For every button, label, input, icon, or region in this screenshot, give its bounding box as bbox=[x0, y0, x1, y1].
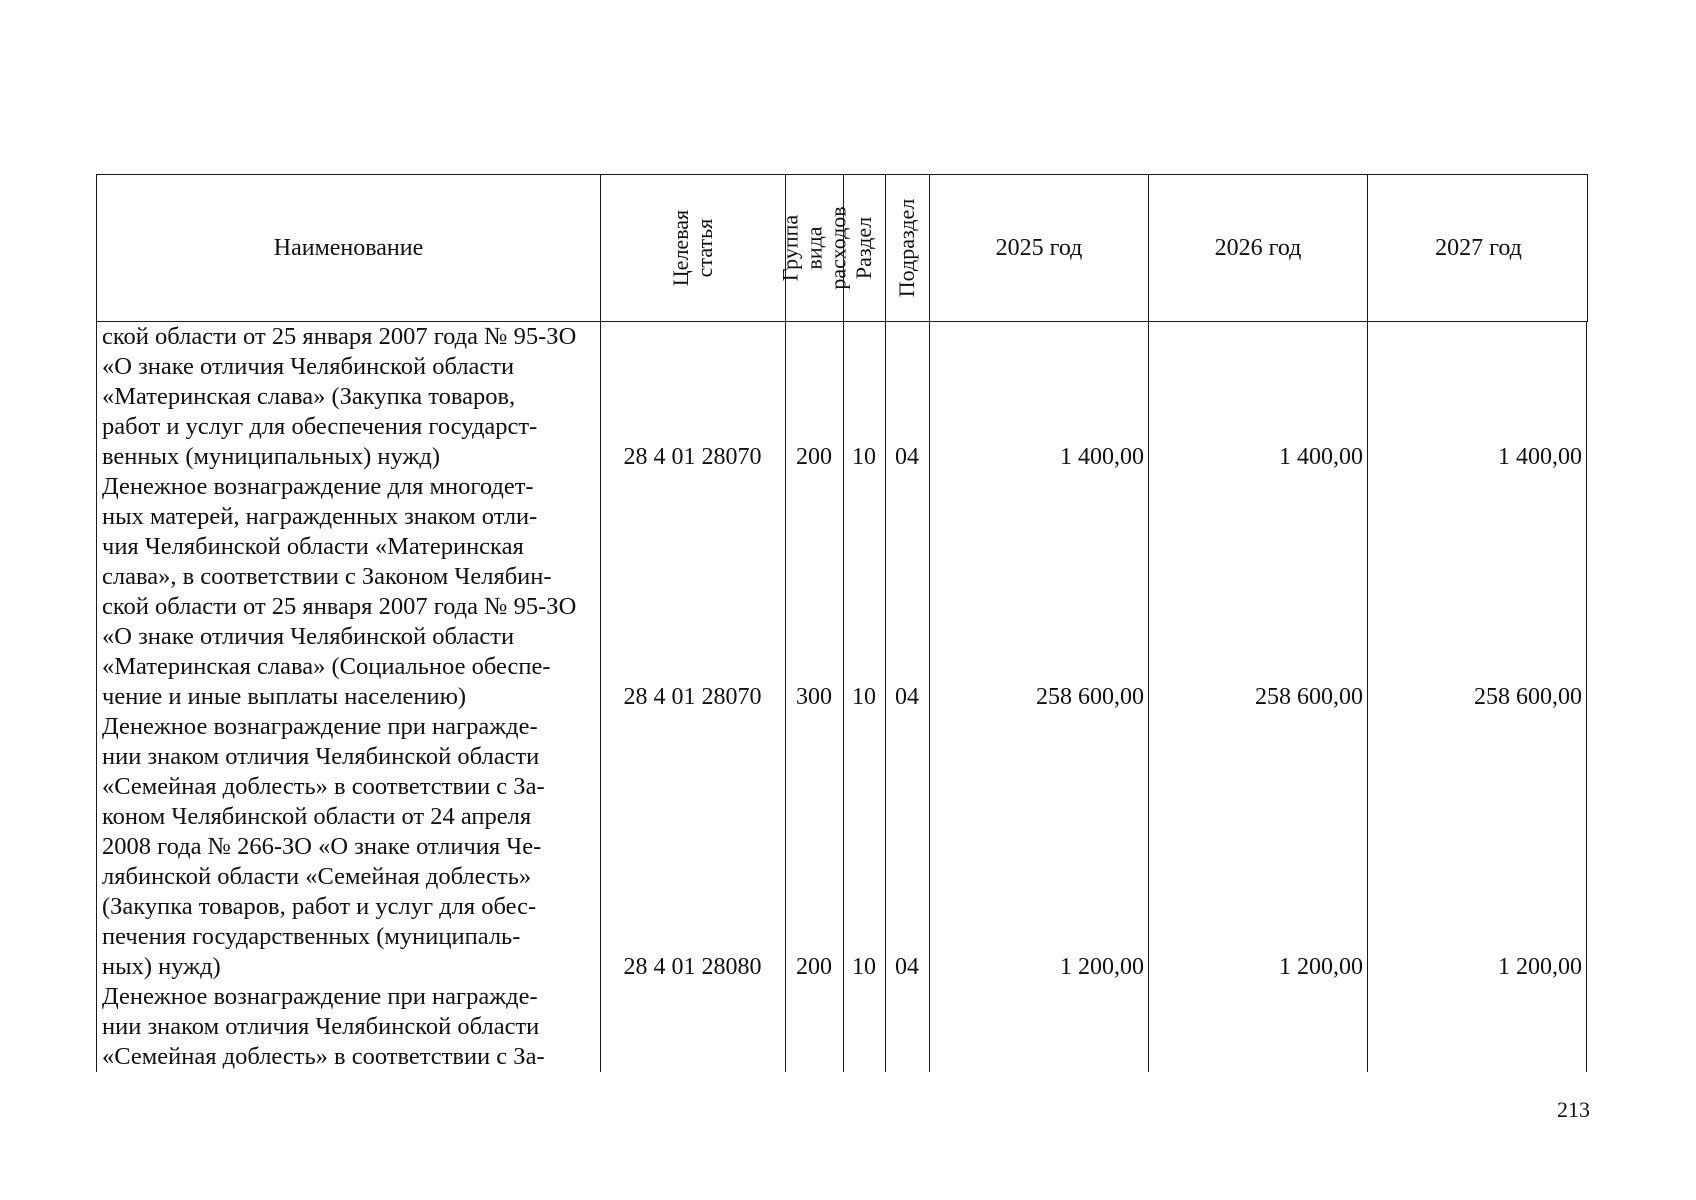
header-name-label: Наименование bbox=[273, 234, 424, 261]
header-name bbox=[97, 175, 601, 321]
amount-2027: 258 600,00 bbox=[1474, 684, 1582, 710]
name-line: ных матерей, награжденных знаком отли- bbox=[102, 503, 538, 530]
name-line: (Закупка товаров, работ и услуг для обес- bbox=[102, 893, 537, 920]
name-line: нии знаком отличия Челябинской области bbox=[102, 743, 540, 770]
amount-2026: 1 200,00 bbox=[1279, 954, 1363, 980]
name-line: венных (муниципальных) нужд) bbox=[102, 443, 441, 470]
header-expense-group-label: Группа вида расходов bbox=[777, 206, 851, 290]
amount-2027: 1 200,00 bbox=[1498, 954, 1582, 980]
section-value: 10 bbox=[852, 954, 876, 980]
expense-group-value: 300 bbox=[796, 684, 832, 710]
target-article-value: 28 4 01 28080 bbox=[623, 954, 762, 980]
header-year-2027 bbox=[1368, 175, 1589, 321]
name-line: коном Челябинской области от 24 апреля bbox=[102, 803, 532, 830]
name-line: Денежное вознаграждение при награжде- bbox=[102, 983, 538, 1010]
name-line: нии знаком отличия Челябинской области bbox=[102, 1013, 540, 1040]
name-line: лябинской области «Семейная доблесть» bbox=[102, 863, 532, 890]
table-row-name bbox=[102, 712, 596, 982]
header-subsection-label: Подраздел bbox=[894, 198, 920, 298]
name-line: «Семейная доблесть» в соответствии с За- bbox=[102, 773, 545, 800]
name-line: «О знаке отличия Челябинской области bbox=[102, 353, 515, 380]
header-subsection bbox=[886, 175, 930, 321]
name-line: работ и услуг для обеспечения государст- bbox=[102, 413, 538, 440]
name-line: слава», в соответствии с Законом Челябин- bbox=[102, 563, 552, 590]
column-divider bbox=[96, 322, 97, 1072]
budget-table bbox=[96, 174, 1588, 1072]
name-line: чение и иные выплаты населению) bbox=[102, 683, 467, 710]
name-line: Денежное вознаграждение для многодет- bbox=[102, 473, 534, 500]
header-section bbox=[844, 175, 886, 321]
table-row-name bbox=[102, 472, 596, 712]
expense-group-value: 200 bbox=[796, 954, 832, 980]
table-body bbox=[96, 322, 1588, 1072]
amount-2026: 258 600,00 bbox=[1255, 684, 1363, 710]
name-line: Денежное вознаграждение при награжде- bbox=[102, 713, 538, 740]
name-line: ской области от 25 января 2007 года № 95-ЗО bbox=[102, 593, 577, 620]
name-line: печения государственных (муниципаль- bbox=[102, 923, 521, 950]
name-line: ных) нужд) bbox=[102, 953, 221, 980]
name-line: «Материнская слава» (Закупка товаров, bbox=[102, 383, 516, 410]
column-divider bbox=[1586, 322, 1587, 1072]
amount-2025: 1 400,00 bbox=[1060, 444, 1144, 470]
header-target-article-label: Целевая статья bbox=[668, 209, 717, 287]
subsection-value: 04 bbox=[895, 954, 919, 980]
header-year-2026-label: 2026 год bbox=[1214, 234, 1302, 261]
section-value: 10 bbox=[852, 684, 876, 710]
header-target-article bbox=[601, 175, 786, 321]
name-line: чия Челябинской области «Материнская bbox=[102, 533, 524, 560]
expense-group-value: 200 bbox=[796, 444, 832, 470]
amount-2025: 1 200,00 bbox=[1060, 954, 1144, 980]
subsection-value: 04 bbox=[895, 444, 919, 470]
amount-2026: 1 400,00 bbox=[1279, 444, 1363, 470]
table-row-name bbox=[102, 322, 596, 472]
table-row-name bbox=[102, 982, 596, 1072]
name-line: ской области от 25 января 2007 года № 95-ЗО bbox=[102, 323, 577, 350]
header-year-2025-label: 2025 год bbox=[995, 234, 1083, 261]
name-line: «Семейная доблесть» в соответствии с За- bbox=[102, 1043, 545, 1070]
header-section-label: Раздел bbox=[851, 216, 877, 280]
section-value: 10 bbox=[852, 444, 876, 470]
target-article-value: 28 4 01 28070 bbox=[623, 684, 762, 710]
name-line: 2008 года № 266-ЗО «О знаке отличия Че- bbox=[102, 833, 542, 860]
table-header bbox=[96, 174, 1588, 322]
name-line: «Материнская слава» (Социальное обеспе- bbox=[102, 653, 551, 680]
header-year-2026 bbox=[1149, 175, 1368, 321]
name-line: «О знаке отличия Челябинской области bbox=[102, 623, 515, 650]
header-expense-group bbox=[777, 175, 851, 321]
subsection-value: 04 bbox=[895, 684, 919, 710]
page-number: 213 bbox=[1557, 1097, 1590, 1122]
amount-2027: 1 400,00 bbox=[1498, 444, 1582, 470]
header-year-2027-label: 2027 год bbox=[1435, 234, 1522, 261]
target-article-value: 28 4 01 28070 bbox=[623, 444, 762, 470]
header-year-2025 bbox=[930, 175, 1149, 321]
amount-2025: 258 600,00 bbox=[1036, 684, 1144, 710]
